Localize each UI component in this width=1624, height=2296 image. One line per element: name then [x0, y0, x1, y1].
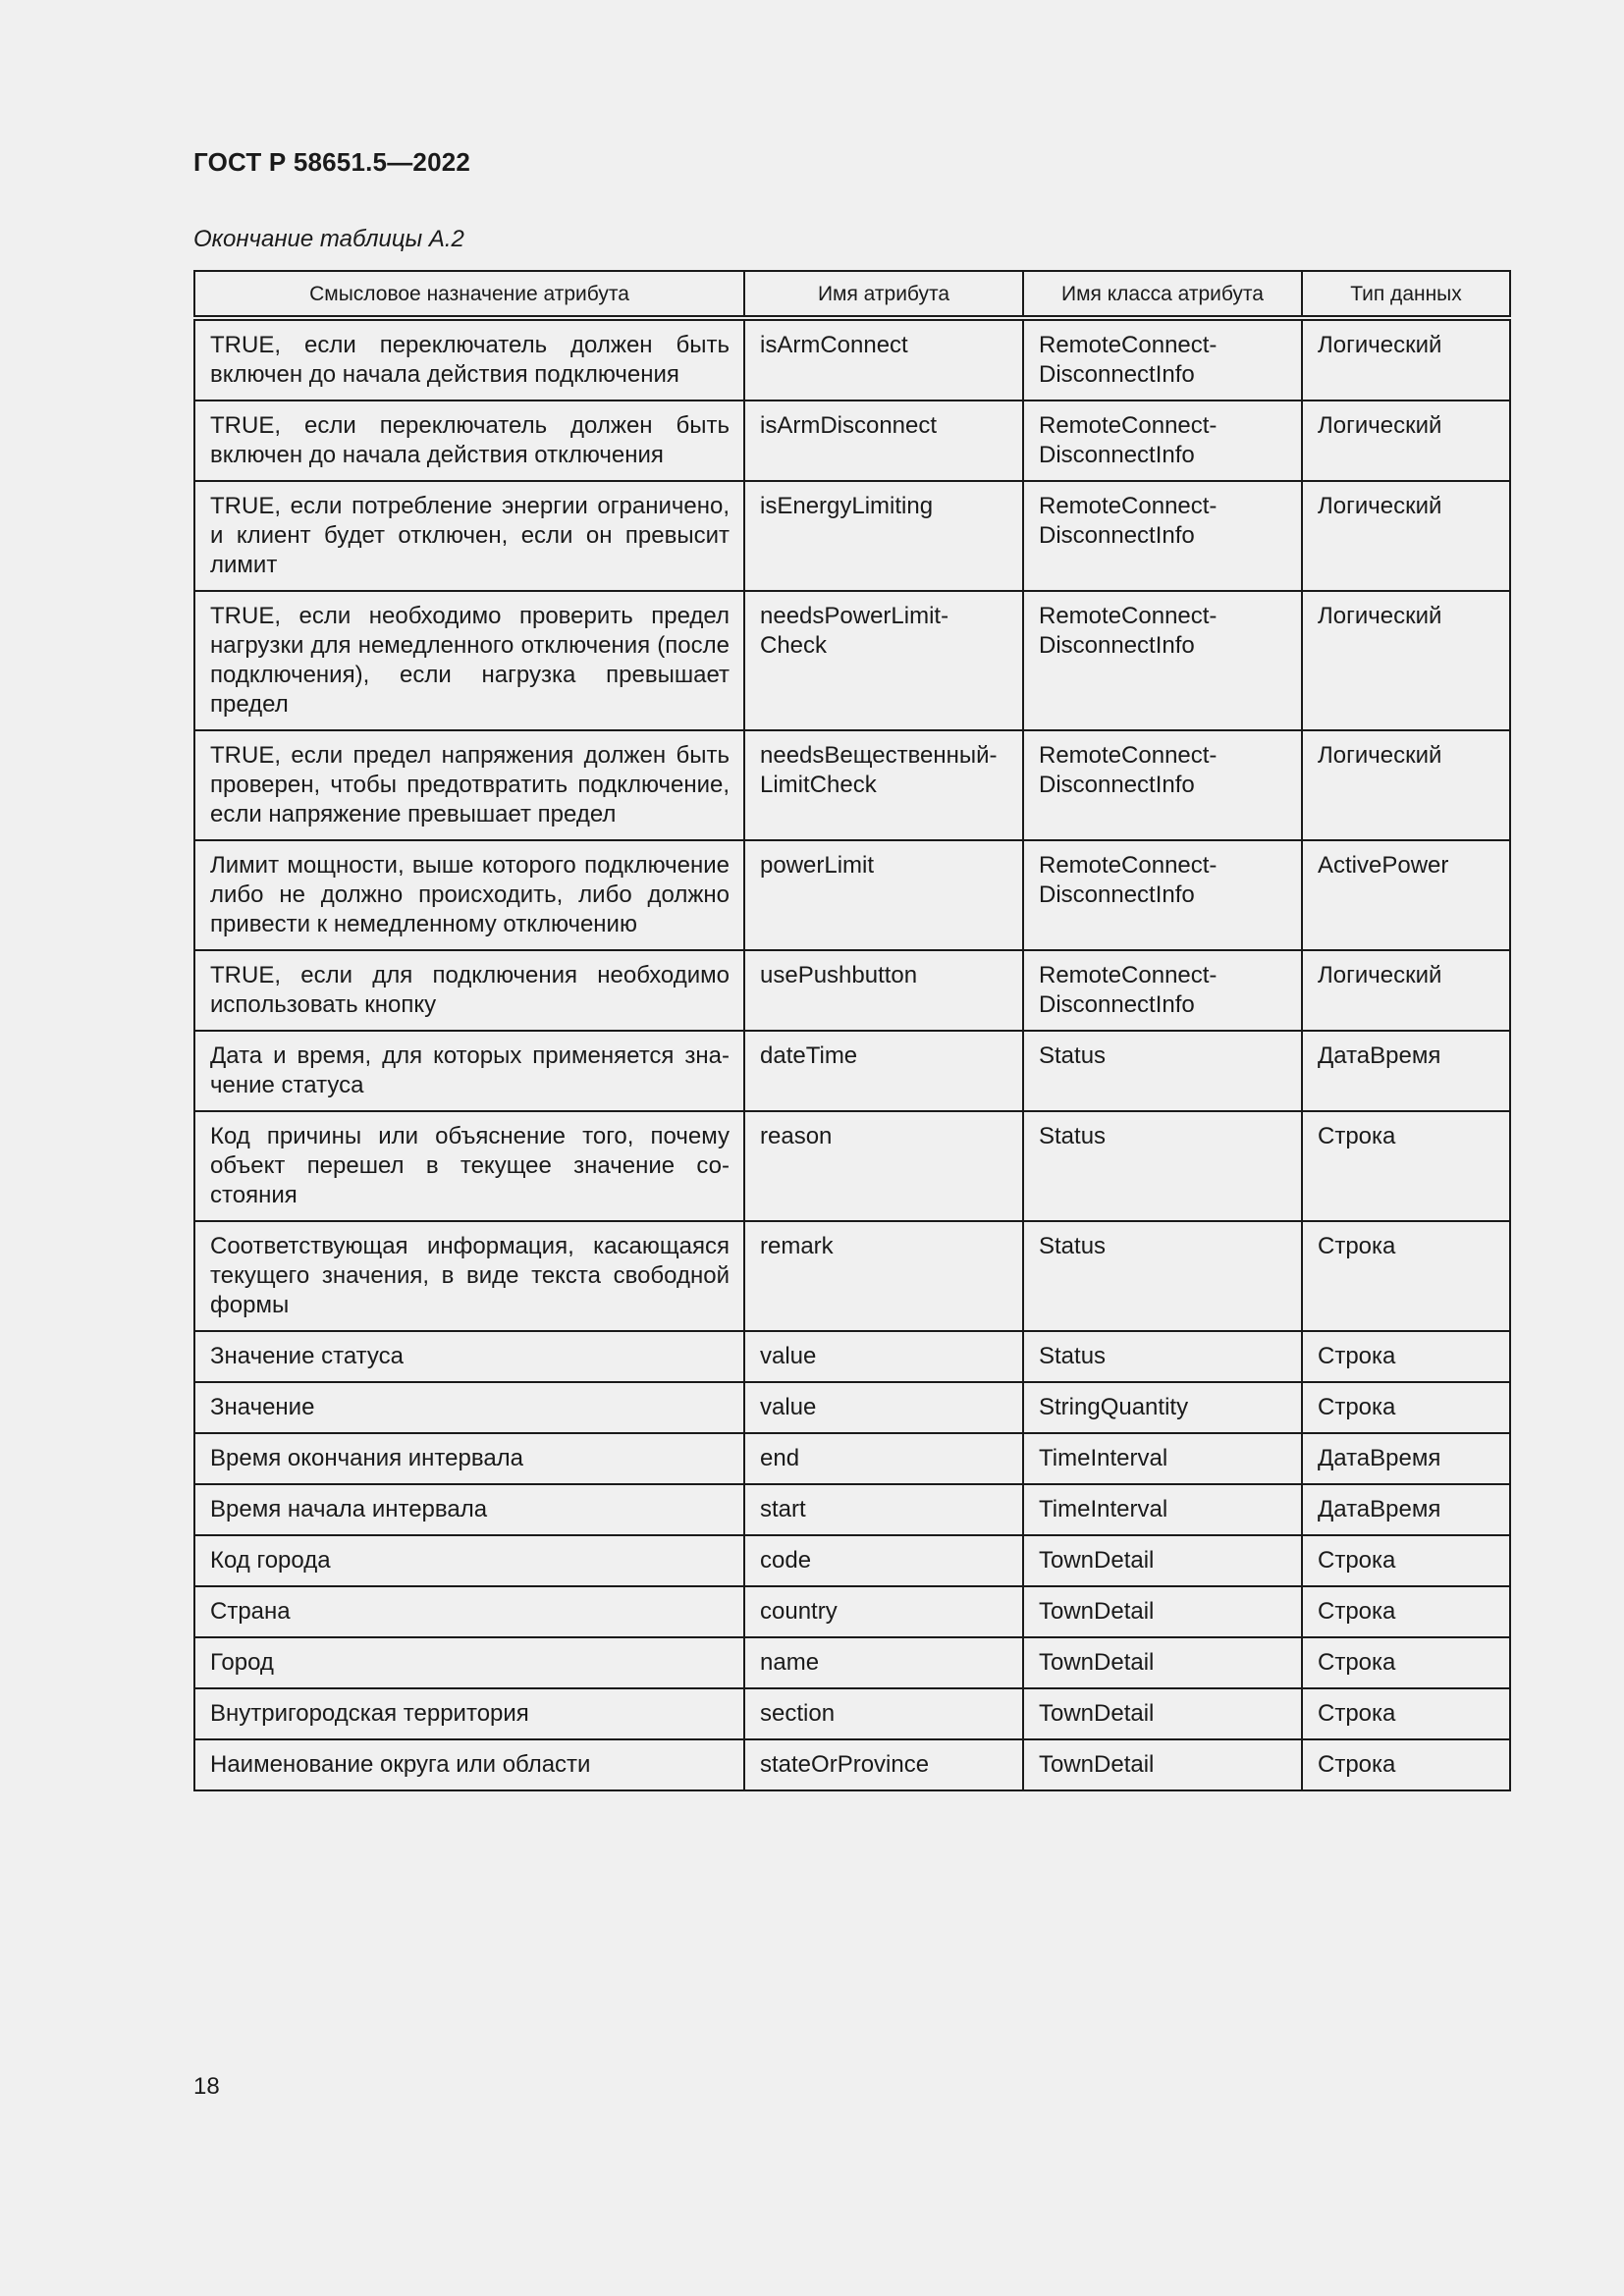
cell-attribute-class: TownDetail: [1023, 1637, 1302, 1688]
cell-attribute-name: end: [744, 1433, 1023, 1484]
table-row: [194, 1739, 1510, 1790]
cell-attribute-class: RemoteConnect- DisconnectInfo: [1023, 318, 1302, 400]
table-row: [194, 1586, 1510, 1637]
cell-attribute-class: TimeInterval: [1023, 1484, 1302, 1535]
cell-attribute-name: dateTime: [744, 1031, 1023, 1111]
cell-attribute-class: TownDetail: [1023, 1688, 1302, 1739]
table-row: [194, 1111, 1510, 1221]
cell-attribute-class: Status: [1023, 1111, 1302, 1221]
cell-data-type: Логический: [1302, 950, 1510, 1031]
cell-purpose: Соответствующая информация, касающаяся текущего значения, в виде текста свободной формы: [194, 1221, 744, 1331]
cell-attribute-class: Status: [1023, 1221, 1302, 1331]
table-row: [194, 481, 1510, 591]
cell-purpose: Время окончания интервала: [194, 1433, 744, 1484]
cell-data-type: Логический: [1302, 400, 1510, 481]
cell-attribute-class: StringQuantity: [1023, 1382, 1302, 1433]
cell-attribute-name: value: [744, 1382, 1023, 1433]
cell-attribute-name: name: [744, 1637, 1023, 1688]
table-row: [194, 1637, 1510, 1688]
table-row: [194, 1221, 1510, 1331]
table-row: [194, 1484, 1510, 1535]
table-row: [194, 1433, 1510, 1484]
cell-data-type: Строка: [1302, 1688, 1510, 1739]
cell-attribute-class: Status: [1023, 1331, 1302, 1382]
table-row: [194, 1382, 1510, 1433]
cell-purpose: Лимит мощности, выше которого подключение либо не должно происходить, либо должно привести к немедленному отключению: [194, 840, 744, 950]
cell-purpose: Значение статуса: [194, 1331, 744, 1382]
cell-attribute-name: stateOrProvince: [744, 1739, 1023, 1790]
cell-data-type: Строка: [1302, 1331, 1510, 1382]
cell-data-type: Логический: [1302, 318, 1510, 400]
table-row: [194, 318, 1510, 400]
cell-attribute-name: isArmDisconnect: [744, 400, 1023, 481]
column-header-attribute-name: Имя атрибута: [744, 271, 1023, 318]
table-row: [194, 730, 1510, 840]
cell-data-type: Строка: [1302, 1221, 1510, 1331]
table-row: [194, 400, 1510, 481]
cell-attribute-class: RemoteConnect- DisconnectInfo: [1023, 591, 1302, 730]
cell-attribute-name: isEnergyLimiting: [744, 481, 1023, 591]
cell-purpose: Внутригородская территория: [194, 1688, 744, 1739]
cell-attribute-name: reason: [744, 1111, 1023, 1221]
table-row: [194, 591, 1510, 730]
cell-data-type: Логический: [1302, 730, 1510, 840]
cell-purpose: TRUE, если предел напряжения должен быть проверен, чтобы предотвратить подключение, если напряжение превышает предел: [194, 730, 744, 840]
cell-purpose: Город: [194, 1637, 744, 1688]
cell-attribute-name: powerLimit: [744, 840, 1023, 950]
cell-attribute-class: TimeInterval: [1023, 1433, 1302, 1484]
table-row: [194, 840, 1510, 950]
cell-data-type: Строка: [1302, 1535, 1510, 1586]
cell-attribute-name: code: [744, 1535, 1023, 1586]
table-row: [194, 1331, 1510, 1382]
column-header-purpose: Смысловое назначение атрибута: [194, 271, 744, 318]
cell-attribute-class: RemoteConnect- DisconnectInfo: [1023, 950, 1302, 1031]
cell-data-type: Строка: [1302, 1637, 1510, 1688]
cell-attribute-name: needsВещественный- LimitCheck: [744, 730, 1023, 840]
cell-attribute-class: Status: [1023, 1031, 1302, 1111]
cell-attribute-name: country: [744, 1586, 1023, 1637]
cell-attribute-class: RemoteConnect- DisconnectInfo: [1023, 840, 1302, 950]
table-body: [194, 318, 1510, 1790]
cell-purpose: Дата и время, для которых применяется значение статуса: [194, 1031, 744, 1111]
cell-attribute-name: usePushbutton: [744, 950, 1023, 1031]
table-row: [194, 1031, 1510, 1111]
cell-purpose: Код причины или объяснение того, почему объект перешел в текущее значение состояния: [194, 1111, 744, 1221]
cell-data-type: Строка: [1302, 1739, 1510, 1790]
cell-attribute-class: RemoteConnect- DisconnectInfo: [1023, 400, 1302, 481]
cell-purpose: TRUE, если для подключения необходимо использовать кнопку: [194, 950, 744, 1031]
cell-data-type: ДатаВремя: [1302, 1484, 1510, 1535]
cell-data-type: Логический: [1302, 481, 1510, 591]
cell-attribute-class: TownDetail: [1023, 1535, 1302, 1586]
table-row: [194, 1688, 1510, 1739]
cell-data-type: Строка: [1302, 1111, 1510, 1221]
cell-data-type: Строка: [1302, 1382, 1510, 1433]
cell-attribute-class: RemoteConnect- DisconnectInfo: [1023, 481, 1302, 591]
cell-purpose: Время начала интервала: [194, 1484, 744, 1535]
cell-attribute-class: TownDetail: [1023, 1586, 1302, 1637]
cell-purpose: Значение: [194, 1382, 744, 1433]
attribute-table: [193, 270, 1511, 1791]
document-header: ГОСТ Р 58651.5—2022: [193, 147, 471, 177]
cell-attribute-name: isArmConnect: [744, 318, 1023, 400]
cell-purpose: Наименование округа или области: [194, 1739, 744, 1790]
cell-purpose: TRUE, если переключатель должен быть включен до начала действия отключения: [194, 400, 744, 481]
cell-attribute-name: remark: [744, 1221, 1023, 1331]
cell-attribute-name: start: [744, 1484, 1023, 1535]
cell-purpose: TRUE, если переключатель должен быть включен до начала действия подключения: [194, 318, 744, 400]
column-header-data-type: Тип данных: [1302, 271, 1510, 318]
cell-data-type: Строка: [1302, 1586, 1510, 1637]
table-header-row: [194, 271, 1510, 318]
cell-data-type: ДатаВремя: [1302, 1433, 1510, 1484]
cell-purpose: TRUE, если потребление энергии ограничено, и клиент будет отключен, если он превысит лимит: [194, 481, 744, 591]
page-number: 18: [193, 2073, 220, 2100]
cell-purpose: Код города: [194, 1535, 744, 1586]
cell-data-type: ДатаВремя: [1302, 1031, 1510, 1111]
cell-attribute-class: RemoteConnect- DisconnectInfo: [1023, 730, 1302, 840]
table-caption: Окончание таблицы А.2: [193, 226, 464, 252]
cell-attribute-name: section: [744, 1688, 1023, 1739]
cell-attribute-class: TownDetail: [1023, 1739, 1302, 1790]
cell-data-type: ActivePower: [1302, 840, 1510, 950]
cell-data-type: Логический: [1302, 591, 1510, 730]
cell-purpose: TRUE, если необходимо проверить предел нагрузки для немедленного отключения (после подключения), если нагрузка превышает предел: [194, 591, 744, 730]
table-row: [194, 950, 1510, 1031]
cell-attribute-name: needsPowerLimit- Check: [744, 591, 1023, 730]
column-header-attribute-class: Имя класса атрибута: [1023, 271, 1302, 318]
cell-purpose: Страна: [194, 1586, 744, 1637]
cell-attribute-name: value: [744, 1331, 1023, 1382]
table-row: [194, 1535, 1510, 1586]
